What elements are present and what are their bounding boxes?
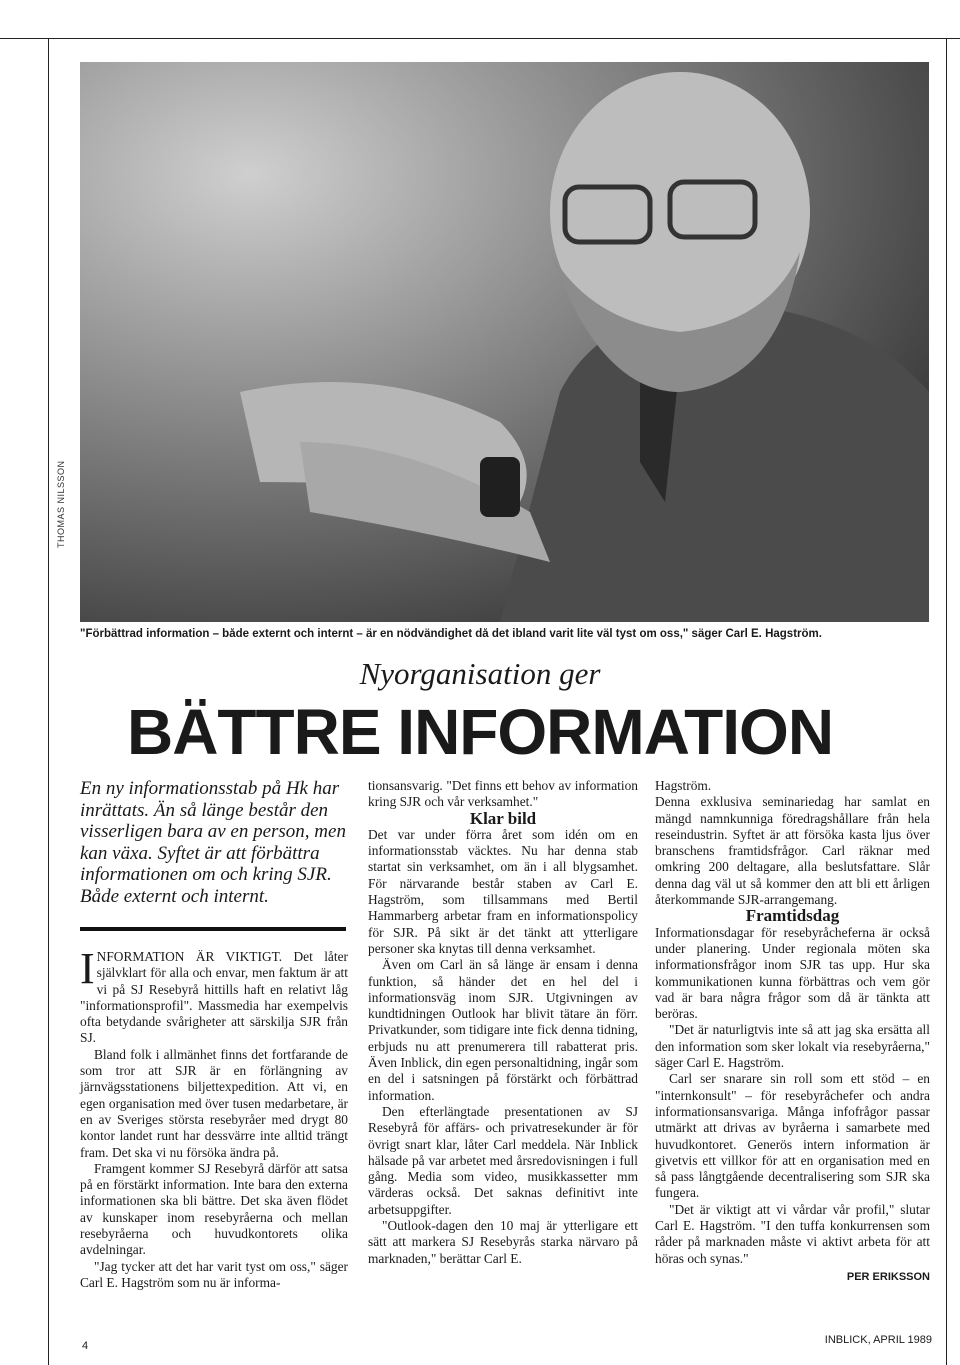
portrait-photo: [80, 62, 929, 622]
portrait-illustration: [80, 62, 929, 622]
paragraph: "Det är viktigt att vi vårdar vår profil," slutar Carl E. Hagström. "I den tuffa konkurrensen som råder på marknaden måste vi aktivt arbeta för att höras och synas.": [655, 1201, 930, 1266]
paragraph: Denna exklusiva seminariedag har samlat en mängd namnkunniga föredragshållare från hela reseindustrin. Syftet är att försöka kasta ljus över branschens framtidsfrågor. Carl räknar med omkring 200 deltagare, alla beslutsfattare. Slår denna dag väl ut så kommer den att bli ett årligen återkommande SJR-arrangemang.: [655, 794, 930, 908]
ingress: En ny informationsstab på Hk har inrättats. Än så länge består den visserligen bara av en person, men kan växa. Syftet är att förbättra informationen om och kring SJR. Både externt och internt.: [80, 778, 346, 907]
paragraph: Bland folk i allmänhet finns det fortfarande de som tror att SJR är en förlängning av järnvägsstationens biljettexpedition. Att vi, en egen organisation med över tusen medarbetare, är en av Sveriges största resebyråer med drygt 80 kontor landet runt har dessvärre inte alltid trängt fram. Det ska vi nu försöka ändra på.: [80, 1046, 348, 1160]
ingress-rule: [80, 927, 346, 931]
issue-footer: INBLICK, APRIL 1989: [824, 1334, 932, 1346]
lead-text: Det låter självklart för alla och envar, men faktum är att vi på SJ Resebyrå hittills haft en relativt låg "informationsprofil". Massmedia har exempelvis ofta betydande svårigheter att särskilja SJR från SJ.: [80, 949, 348, 1046]
paragraph: "Jag tycker att det har varit tyst om oss," säger Carl E. Hagström som nu är informa-: [80, 1258, 348, 1290]
drop-cap: I: [80, 944, 95, 993]
paragraph: Hagström.: [655, 778, 712, 793]
paragraph: "Det är naturligtvis inte så att jag ska ersätta all den information som sker lokalt via resebyråerna," säger Carl E. Hagström.: [655, 1022, 930, 1071]
paragraph: tionsansvarig. "Det finns ett behov av information kring SJR och vår verksamhet.": [368, 778, 638, 810]
paragraph: Även om Carl än så länge är ensam i denna funktion, så händer det en hel del i informationsväg inom SJR. Utgivningen av kundtidningen Outlook har blivit tätare än förr. Privatkunder, som tidigare inte fick denna tidning, erbjuds nu att prenumerera till rabatterat pris. Även Inblick, din egen personaltidning, ingår som en del i satsningen på förstärkt och förbättrad information.: [368, 957, 638, 1103]
paragraph: Informationsdagar för resebyråcheferna är också under planering. Under regionala möten ska informationsfrågor inom SJR tas upp. Hur ska kommunikationen kunna förbättras och vem gör vad är bara några frågor som då är tänkta att beröras.: [655, 924, 930, 1022]
lead-paragraph: [80, 944, 348, 1047]
paragraph: Det var under förra året som idén om en informationsstab väcktes. Nu har denna stab startat sin verksamhet, om än i all blygsamhet. För närvarande består staben av Carl E. Hagström, som tillsammans med Bertil Hammarberg arbetar fram en informationspolicy för SJR. På sikt är det tänkt att ytterligare personer ska knytas till denna verksamhet.: [368, 826, 638, 956]
paragraph: "Outlook-dagen den 10 maj är ytterligare ett sätt att markera SJ Resebyrås starka närvaro på marknaden," berättar Carl E.: [368, 1218, 638, 1266]
top-rule: [0, 38, 960, 39]
subheading: Framtidsdag: [745, 906, 840, 926]
article-column-3: [655, 778, 930, 1285]
photo-caption: "Förbättrad information – både externt och internt – är en nödvändighet då det ibland varit lite väl tyst om oss," säger Carl E. Hagström.: [80, 628, 822, 640]
headline-kicker: Nyorganisation ger: [359, 656, 601, 691]
article-column-2: [368, 778, 638, 1267]
photo-credit: THOMAS NILSSON: [56, 460, 66, 548]
byline: PER ERIKSSON: [846, 1270, 930, 1283]
article-column-1: [80, 778, 348, 1291]
headline: BÄTTRE INFORMATION: [126, 696, 834, 768]
paragraph: Den efterlängtade presentationen av SJ Resebyrå för affärs- och privatresekunder är för övrigt snart klar, låter Carl meddela. När Inblick hälsade på var arbetet med årsredovisningen i full gång. Media som video, musikkassetter mm värderas också. Det saknas definitivt inte arbetsuppgifter.: [368, 1103, 638, 1217]
paragraph: Carl ser snarare sin roll som ett stöd – en "internkonsult" – för resebyråchefer och andra informationsansvariga. Många infofrågor passar utmärkt att drivas av byråerna i samarbete med huvudkontoret. Generös intern information är givetvis ett villkor för att en organisation med en så pass långtgående decentralisering som SJR ska fungera.: [655, 1071, 930, 1201]
subheading: Klar bild: [469, 808, 537, 828]
paragraph: Framgent kommer SJ Resebyrå därför att satsa på en förstärkt information. Inte bara den externa informationen ska bli bättre. Det ska även flödet av kunskaper inom resebyråerna och mellan resebyråerna och huvudkontorets olika avdelningar.: [80, 1160, 348, 1258]
lead-caps: NFORMATION ÄR VIKTIGT.: [96, 949, 283, 964]
page-number: 4: [82, 1340, 89, 1352]
